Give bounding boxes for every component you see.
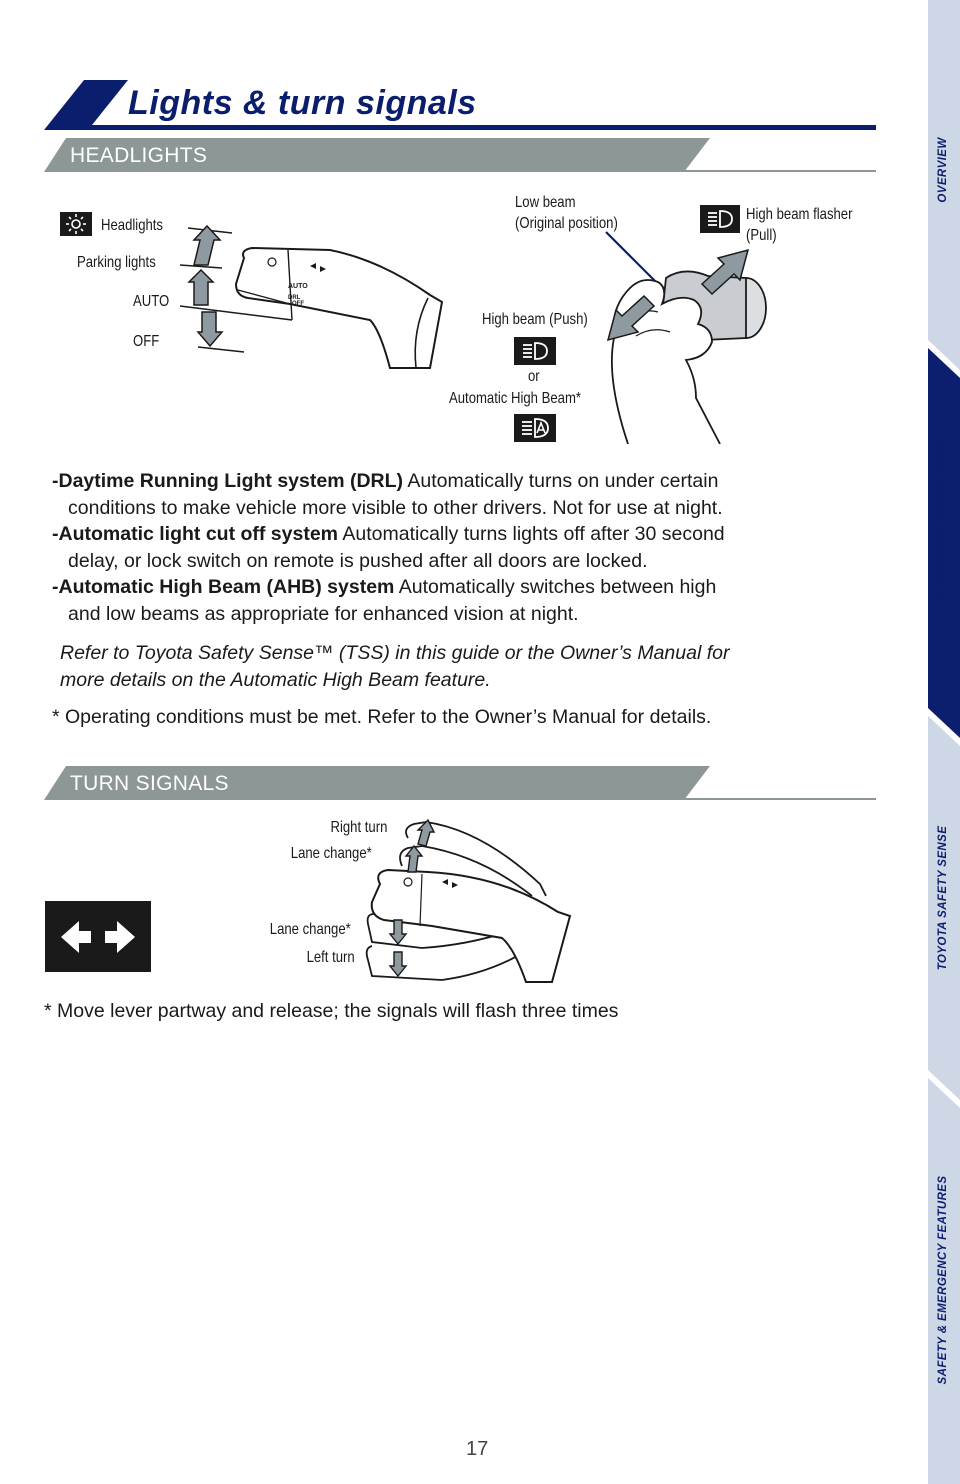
label-automatic-high-beam: Automatic High Beam*	[449, 390, 581, 407]
feature-drl: -Daytime Running Light system (DRL) Automatically turns on under certain conditions to make vehicle more visible to other drivers. Not for use at night.	[52, 470, 723, 519]
feature-ahb: -Automatic High Beam (AHB) system Automatically switches between high and low beams as appropriate for enhanced vision at night.	[52, 576, 717, 625]
headlight-sun-icon-box	[60, 212, 92, 236]
turn-signals-section-title: TURN SIGNALS	[70, 772, 229, 795]
label-pull: (Pull)	[746, 227, 777, 244]
side-nav-toyota-safety-sense[interactable]: TOYOTA SAFETY SENSE	[937, 825, 949, 971]
label-auto: AUTO	[133, 293, 170, 310]
side-nav-overview[interactable]: OVERVIEW	[937, 137, 949, 203]
turn-signal-lever-illustration	[362, 816, 592, 988]
lever-drl-mark: DRL	[288, 295, 301, 301]
turn-signal-icon-box	[45, 901, 151, 972]
label-off: OFF	[133, 333, 160, 350]
label-lane-change-down: Lane change*	[270, 921, 351, 938]
label-low-beam: Low beam	[515, 194, 576, 211]
high-beam-push-icon	[514, 337, 556, 365]
hand-on-lever-illustration	[596, 228, 776, 444]
headlight-sun-icon	[60, 212, 92, 236]
page-number: 17	[466, 1438, 489, 1460]
auto-high-beam-icon-box	[514, 414, 556, 442]
headlights-section-title: HEADLIGHTS	[70, 144, 208, 167]
turn-signal-arrows-icon	[45, 901, 151, 972]
label-high-beam-flasher: High beam flasher	[746, 206, 853, 223]
headlight-lever-illustration	[180, 220, 460, 370]
lever-auto-mark: AUTO	[288, 283, 308, 290]
side-nav-safety-emergency[interactable]: SAFETY & EMERGENCY FEATURES	[937, 1175, 949, 1385]
turn-signal-footnote: * Move lever partway and release; the signals will flash three times	[44, 1000, 619, 1022]
auto-high-beam-icon	[514, 414, 556, 442]
high-beam-push-icon-box	[514, 337, 556, 365]
side-nav-features-operations[interactable]: FEATURES & OPERATIONS	[937, 442, 949, 602]
page-title: Lights & turn signals	[128, 84, 477, 122]
label-left-turn: Left turn	[306, 949, 355, 966]
feature-light-cutoff: -Automatic light cut off system Automatically turns lights off after 30 second delay, or lock switch on remote is pushed after all doors are locked.	[52, 523, 725, 572]
label-lane-change-up: Lane change*	[291, 845, 372, 862]
label-parking-lights: Parking lights	[77, 254, 156, 271]
feature-list	[52, 468, 842, 627]
label-right-turn: Right turn	[330, 819, 387, 836]
label-high-beam-push: High beam (Push)	[482, 311, 588, 328]
lever-off-mark: OFF	[292, 301, 304, 307]
operating-conditions-note: * Operating conditions must be met. Refer to the Owner’s Manual for details.	[52, 706, 712, 728]
label-headlights: Headlights	[101, 217, 163, 234]
label-original-position: (Original position)	[515, 215, 618, 232]
tss-reference-note: Refer to Toyota Safety Sense™ (TSS) in this guide or the Owner’s Manual for more details on the Automatic High Beam feature.	[60, 642, 730, 691]
label-or: or	[528, 368, 540, 385]
